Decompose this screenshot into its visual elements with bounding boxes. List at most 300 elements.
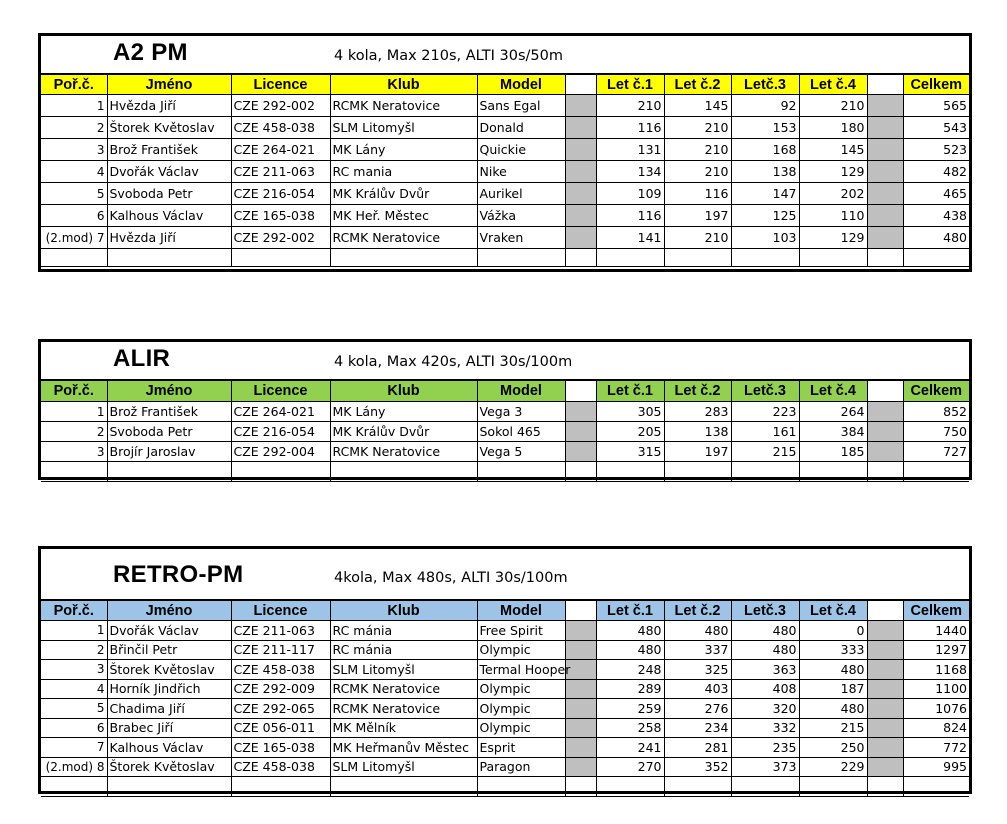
section-title: A2 PM: [113, 39, 188, 66]
club-cell: RCMK Neratovice: [330, 699, 477, 719]
total-cell: 480: [903, 227, 969, 249]
licence-cell: CZE 458-038: [231, 117, 330, 139]
name-cell: Horník Jindřich: [107, 679, 231, 699]
empty-cell: [664, 462, 731, 482]
empty-cell: [799, 249, 867, 267]
empty-cell: [330, 462, 477, 482]
empty-cell: [231, 777, 330, 797]
empty-cell: [903, 777, 969, 797]
rank-cell: 6: [41, 205, 107, 227]
spacer-cell: [867, 718, 903, 738]
club-cell: MK Heř. Městec: [330, 205, 477, 227]
total-cell: 1440: [903, 621, 969, 641]
section-title: ALIR: [113, 345, 171, 372]
flight-4-cell: 187: [799, 679, 867, 699]
licence-cell: CZE 292-004: [231, 442, 330, 462]
total-cell: 482: [903, 161, 969, 183]
model-cell: Termal Hooper: [477, 660, 565, 680]
header-flight-1: Let č.1: [596, 381, 664, 402]
flight-4-cell: 110: [799, 205, 867, 227]
licence-cell: CZE 458-038: [231, 660, 330, 680]
header-licence: Licence: [231, 75, 330, 95]
header-flight-3: Letč.3: [731, 75, 799, 95]
flight-2-cell: 403: [664, 679, 731, 699]
flight-3-cell: 168: [731, 139, 799, 161]
model-cell: Quickie: [477, 139, 565, 161]
header-spacer: [565, 75, 596, 95]
section-titlebar: [41, 36, 969, 74]
flight-1-cell: 258: [596, 718, 664, 738]
spacer-cell: [565, 679, 596, 699]
empty-cell: [107, 462, 231, 482]
name-cell: Hvězda Jiří: [107, 95, 231, 117]
header-row: [41, 381, 969, 402]
spacer-cell: [867, 640, 903, 660]
model-cell: Esprit: [477, 738, 565, 758]
results-table: [41, 380, 969, 482]
empty-cell: [731, 777, 799, 797]
spacer-cell: [867, 679, 903, 699]
flight-4-cell: 229: [799, 757, 867, 777]
name-cell: Štorek Květoslav: [107, 757, 231, 777]
results-table: [41, 74, 969, 267]
flight-2-cell: 210: [664, 117, 731, 139]
total-cell: 543: [903, 117, 969, 139]
rank-cell: 4: [41, 679, 107, 699]
header-flight-3: Letč.3: [731, 601, 799, 621]
flight-1-cell: 305: [596, 402, 664, 422]
model-cell: Paragon: [477, 757, 565, 777]
spacer-cell: [867, 738, 903, 758]
empty-cell: [867, 462, 903, 482]
spacer-cell: [867, 139, 903, 161]
model-cell: Vega 5: [477, 442, 565, 462]
spacer-cell: [565, 183, 596, 205]
flight-3-cell: 138: [731, 161, 799, 183]
flight-4-cell: 215: [799, 718, 867, 738]
rank-cell: (2.mod) 8: [41, 757, 107, 777]
spacer-cell: [867, 621, 903, 641]
empty-row: [41, 777, 969, 797]
spacer-cell: [565, 757, 596, 777]
table-row: [41, 738, 969, 758]
spacer-cell: [867, 161, 903, 183]
header-row: [41, 601, 969, 621]
empty-cell: [330, 777, 477, 797]
header-rank: Poř.č.: [41, 75, 107, 95]
flight-4-cell: 333: [799, 640, 867, 660]
club-cell: MK Heřmanův Městec: [330, 738, 477, 758]
name-cell: Štorek Květoslav: [107, 117, 231, 139]
name-cell: Kalhous Václav: [107, 738, 231, 758]
club-cell: MK Lány: [330, 402, 477, 422]
header-flight-2: Let č.2: [664, 75, 731, 95]
total-cell: 852: [903, 402, 969, 422]
table-row: [41, 699, 969, 719]
spacer-cell: [565, 718, 596, 738]
total-cell: 1076: [903, 699, 969, 719]
flight-4-cell: 384: [799, 422, 867, 442]
section-subtitle: 4 kola, Max 210s, ALTI 30s/50m: [334, 48, 563, 64]
flight-2-cell: 116: [664, 183, 731, 205]
total-cell: 1168: [903, 660, 969, 680]
flight-4-cell: 480: [799, 699, 867, 719]
flight-3-cell: 408: [731, 679, 799, 699]
flight-4-cell: 264: [799, 402, 867, 422]
header-name: Jméno: [107, 601, 231, 621]
empty-cell: [565, 462, 596, 482]
flight-4-cell: 180: [799, 117, 867, 139]
header-name: Jméno: [107, 75, 231, 95]
rank-cell: 1: [41, 621, 107, 641]
licence-cell: CZE 216-054: [231, 422, 330, 442]
club-cell: RCMK Neratovice: [330, 679, 477, 699]
spacer-cell: [565, 738, 596, 758]
header-total: Celkem: [903, 381, 969, 402]
rank-cell: (2.mod) 7: [41, 227, 107, 249]
header-model: Model: [477, 601, 565, 621]
table-row: [41, 183, 969, 205]
spacer-cell: [565, 640, 596, 660]
empty-cell: [565, 777, 596, 797]
alir-section: [38, 339, 972, 480]
total-cell: 523: [903, 139, 969, 161]
flight-2-cell: 337: [664, 640, 731, 660]
name-cell: Svoboda Petr: [107, 422, 231, 442]
header-total: Celkem: [903, 75, 969, 95]
flight-4-cell: 185: [799, 442, 867, 462]
rank-cell: 1: [41, 95, 107, 117]
spacer-cell: [867, 757, 903, 777]
flight-1-cell: 141: [596, 227, 664, 249]
club-cell: MK Mělník: [330, 718, 477, 738]
empty-cell: [477, 249, 565, 267]
total-cell: 772: [903, 738, 969, 758]
header-spacer: [565, 601, 596, 621]
name-cell: Štorek Květoslav: [107, 660, 231, 680]
empty-cell: [664, 249, 731, 267]
total-cell: 995: [903, 757, 969, 777]
empty-cell: [596, 249, 664, 267]
model-cell: Donald: [477, 117, 565, 139]
rank-cell: 3: [41, 139, 107, 161]
header-flight-1: Let č.1: [596, 75, 664, 95]
spacer-cell: [867, 442, 903, 462]
empty-cell: [41, 462, 107, 482]
flight-4-cell: 145: [799, 139, 867, 161]
flight-4-cell: 480: [799, 660, 867, 680]
name-cell: Svoboda Petr: [107, 183, 231, 205]
total-cell: 727: [903, 442, 969, 462]
flight-3-cell: 320: [731, 699, 799, 719]
spacer-cell: [867, 660, 903, 680]
table-row: [41, 161, 969, 183]
section-subtitle: 4kola, Max 480s, ALTI 30s/100m: [334, 570, 568, 586]
flight-2-cell: 138: [664, 422, 731, 442]
licence-cell: CZE 211-063: [231, 621, 330, 641]
rank-cell: 2: [41, 422, 107, 442]
header-club: Klub: [330, 601, 477, 621]
flight-4-cell: 129: [799, 161, 867, 183]
club-cell: RCMK Neratovice: [330, 442, 477, 462]
model-cell: Olympic: [477, 718, 565, 738]
flight-1-cell: 315: [596, 442, 664, 462]
spacer-cell: [867, 117, 903, 139]
flight-2-cell: 234: [664, 718, 731, 738]
licence-cell: CZE 292-002: [231, 227, 330, 249]
model-cell: Vraken: [477, 227, 565, 249]
licence-cell: CZE 165-038: [231, 205, 330, 227]
flight-2-cell: 352: [664, 757, 731, 777]
spacer-cell: [565, 402, 596, 422]
club-cell: RC mánia: [330, 640, 477, 660]
empty-cell: [731, 249, 799, 267]
header-rank: Poř.č.: [41, 601, 107, 621]
header-flight-3: Letč.3: [731, 381, 799, 402]
spacer-cell: [565, 117, 596, 139]
spacer-cell: [565, 139, 596, 161]
header-flight-2: Let č.2: [664, 381, 731, 402]
spacer-cell: [867, 227, 903, 249]
flight-1-cell: 116: [596, 117, 664, 139]
model-cell: Vega 3: [477, 402, 565, 422]
flight-1-cell: 210: [596, 95, 664, 117]
licence-cell: CZE 292-002: [231, 95, 330, 117]
header-licence: Licence: [231, 601, 330, 621]
flight-3-cell: 125: [731, 205, 799, 227]
flight-3-cell: 332: [731, 718, 799, 738]
empty-cell: [231, 462, 330, 482]
table-row: [41, 117, 969, 139]
section-titlebar: [41, 342, 969, 380]
total-cell: 565: [903, 95, 969, 117]
spacer-cell: [565, 422, 596, 442]
spacer-cell: [867, 183, 903, 205]
flight-3-cell: 363: [731, 660, 799, 680]
flight-2-cell: 325: [664, 660, 731, 680]
header-spacer: [867, 381, 903, 402]
club-cell: SLM Litomyšl: [330, 117, 477, 139]
flight-3-cell: 215: [731, 442, 799, 462]
flight-4-cell: 129: [799, 227, 867, 249]
rank-cell: 5: [41, 183, 107, 205]
licence-cell: CZE 264-021: [231, 139, 330, 161]
model-cell: Aurikel: [477, 183, 565, 205]
empty-cell: [565, 249, 596, 267]
flight-2-cell: 145: [664, 95, 731, 117]
empty-cell: [799, 777, 867, 797]
club-cell: SLM Litomyšl: [330, 660, 477, 680]
empty-cell: [330, 249, 477, 267]
flight-1-cell: 241: [596, 738, 664, 758]
empty-cell: [596, 462, 664, 482]
rank-cell: 1: [41, 402, 107, 422]
table-row: [41, 621, 969, 641]
flight-1-cell: 116: [596, 205, 664, 227]
flight-2-cell: 283: [664, 402, 731, 422]
flight-3-cell: 153: [731, 117, 799, 139]
empty-cell: [596, 777, 664, 797]
licence-cell: CZE 056-011: [231, 718, 330, 738]
total-cell: 1297: [903, 640, 969, 660]
flight-3-cell: 161: [731, 422, 799, 442]
club-cell: MK Králův Dvůr: [330, 183, 477, 205]
spacer-cell: [867, 205, 903, 227]
total-cell: 1100: [903, 679, 969, 699]
header-spacer: [565, 381, 596, 402]
name-cell: Brabec Jiří: [107, 718, 231, 738]
table-row: [41, 227, 969, 249]
flight-1-cell: 131: [596, 139, 664, 161]
empty-row: [41, 462, 969, 482]
table-row: [41, 139, 969, 161]
flight-1-cell: 480: [596, 640, 664, 660]
table-row: [41, 718, 969, 738]
table-row: [41, 660, 969, 680]
empty-cell: [867, 777, 903, 797]
flight-2-cell: 210: [664, 139, 731, 161]
licence-cell: CZE 216-054: [231, 183, 330, 205]
header-rank: Poř.č.: [41, 381, 107, 402]
empty-cell: [477, 462, 565, 482]
empty-cell: [41, 249, 107, 267]
header-club: Klub: [330, 75, 477, 95]
empty-row: [41, 249, 969, 267]
empty-cell: [731, 462, 799, 482]
header-club: Klub: [330, 381, 477, 402]
spacer-cell: [565, 161, 596, 183]
licence-cell: CZE 458-038: [231, 757, 330, 777]
club-cell: RC mánia: [330, 621, 477, 641]
licence-cell: CZE 165-038: [231, 738, 330, 758]
spacer-cell: [565, 227, 596, 249]
header-flight-1: Let č.1: [596, 601, 664, 621]
empty-cell: [231, 249, 330, 267]
spacer-cell: [565, 95, 596, 117]
total-cell: 750: [903, 422, 969, 442]
section-subtitle: 4 kola, Max 420s, ALTI 30s/100m: [334, 354, 573, 370]
empty-cell: [867, 249, 903, 267]
rank-cell: 3: [41, 660, 107, 680]
name-cell: Dvořák Václav: [107, 621, 231, 641]
flight-2-cell: 276: [664, 699, 731, 719]
spacer-cell: [867, 699, 903, 719]
model-cell: Free Spirit: [477, 621, 565, 641]
name-cell: Kalhous Václav: [107, 205, 231, 227]
model-cell: Vážka: [477, 205, 565, 227]
flight-2-cell: 197: [664, 205, 731, 227]
name-cell: Brož František: [107, 402, 231, 422]
empty-cell: [799, 462, 867, 482]
header-flight-2: Let č.2: [664, 601, 731, 621]
flight-1-cell: 289: [596, 679, 664, 699]
flight-2-cell: 210: [664, 161, 731, 183]
empty-cell: [477, 777, 565, 797]
name-cell: Brož František: [107, 139, 231, 161]
total-cell: 824: [903, 718, 969, 738]
club-cell: RCMK Neratovice: [330, 227, 477, 249]
rank-cell: 2: [41, 640, 107, 660]
name-cell: Chadima Jiří: [107, 699, 231, 719]
model-cell: Olympic: [477, 699, 565, 719]
name-cell: Hvězda Jiří: [107, 227, 231, 249]
rank-cell: 7: [41, 738, 107, 758]
table-row: [41, 640, 969, 660]
licence-cell: CZE 292-009: [231, 679, 330, 699]
flight-3-cell: 92: [731, 95, 799, 117]
table-row: [41, 402, 969, 422]
flight-2-cell: 210: [664, 227, 731, 249]
flight-1-cell: 480: [596, 621, 664, 641]
empty-cell: [903, 462, 969, 482]
club-cell: MK Lány: [330, 139, 477, 161]
section-titlebar: [41, 549, 969, 600]
flight-3-cell: 480: [731, 640, 799, 660]
name-cell: Břinčil Petr: [107, 640, 231, 660]
flight-3-cell: 480: [731, 621, 799, 641]
flight-2-cell: 281: [664, 738, 731, 758]
flight-4-cell: 0: [799, 621, 867, 641]
table-row: [41, 95, 969, 117]
retro-pm-section: [38, 546, 972, 794]
header-spacer: [867, 601, 903, 621]
club-cell: MK Králův Dvůr: [330, 422, 477, 442]
header-model: Model: [477, 381, 565, 402]
header-flight-4: Let č.4: [799, 75, 867, 95]
rank-cell: 2: [41, 117, 107, 139]
rank-cell: 3: [41, 442, 107, 462]
flight-1-cell: 270: [596, 757, 664, 777]
header-total: Celkem: [903, 601, 969, 621]
spacer-cell: [565, 699, 596, 719]
licence-cell: CZE 211-117: [231, 640, 330, 660]
flight-1-cell: 109: [596, 183, 664, 205]
empty-cell: [41, 777, 107, 797]
spacer-cell: [867, 422, 903, 442]
flight-1-cell: 205: [596, 422, 664, 442]
model-cell: Sans Egal: [477, 95, 565, 117]
empty-cell: [107, 777, 231, 797]
header-flight-4: Let č.4: [799, 381, 867, 402]
rank-cell: 6: [41, 718, 107, 738]
total-cell: 438: [903, 205, 969, 227]
rank-cell: 4: [41, 161, 107, 183]
licence-cell: CZE 264-021: [231, 402, 330, 422]
flight-1-cell: 259: [596, 699, 664, 719]
club-cell: SLM Litomyšl: [330, 757, 477, 777]
empty-cell: [664, 777, 731, 797]
header-name: Jméno: [107, 381, 231, 402]
flight-3-cell: 373: [731, 757, 799, 777]
header-licence: Licence: [231, 381, 330, 402]
header-row: [41, 75, 969, 95]
empty-cell: [107, 249, 231, 267]
flight-1-cell: 134: [596, 161, 664, 183]
model-cell: Sokol 465: [477, 422, 565, 442]
model-cell: Nike: [477, 161, 565, 183]
flight-1-cell: 248: [596, 660, 664, 680]
club-cell: RC mania: [330, 161, 477, 183]
spacer-cell: [867, 402, 903, 422]
table-row: [41, 757, 969, 777]
spacer-cell: [867, 95, 903, 117]
section-title: RETRO-PM: [113, 561, 244, 588]
model-cell: Olympic: [477, 640, 565, 660]
flight-2-cell: 480: [664, 621, 731, 641]
flight-3-cell: 103: [731, 227, 799, 249]
flight-4-cell: 250: [799, 738, 867, 758]
flight-3-cell: 235: [731, 738, 799, 758]
